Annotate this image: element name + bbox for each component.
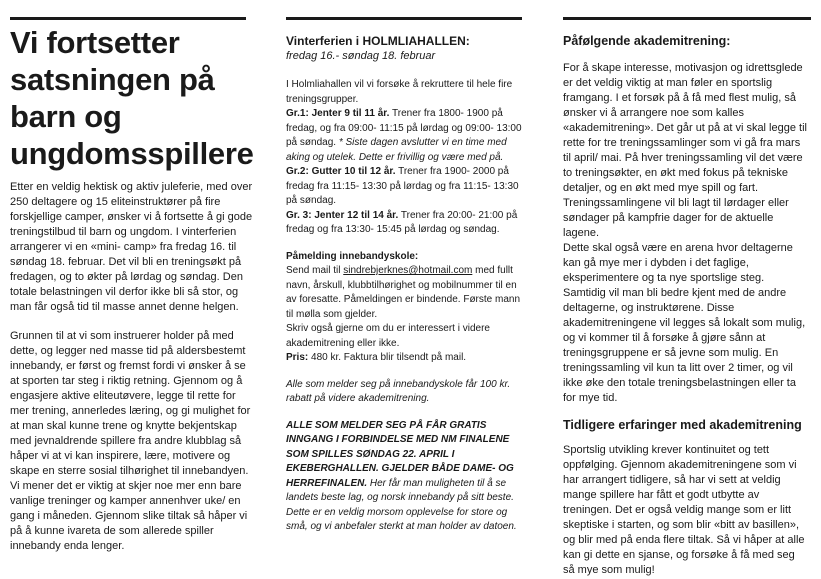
academy-paragraph-1: For å skape interesse, motivasjon og idrettsglede er det veldig viktig at man føler en sportslig framgang. I et forsøk på å få med flest mulig, så ønsker vi å arrangere noe som kalles «akademitrening». Det går ut på at vi skal legge til rette for tre treningssamlinger som vi gå fra mars til april/ mai. På hver treningssamling vil det være to treningsøkter, en økt med fokus på tekniske detaljer, og en økt med mye spill og fart. Treningssamlingene vil bli lagt til lørdager eller søndager på kampfrie dager for de aktuelle lagene. (563, 62, 807, 239)
winter-subtitle: fredag 16.- søndag 18. februar (286, 50, 436, 62)
column1-body (10, 180, 255, 568)
column2-body (286, 34, 524, 535)
experience-paragraph: Sportslig utvikling krever kontinuitet og tett oppfølging. Gjennom akademitreningene som vi har arrangert tidligere, så har vi sett at veldig mange spillere har fått et godt utbytte av treningen. Det er også veldig mange som er litt skeptiske i starten, og som blir «bitt av basillen», og blir med på enda flere tiltak. Så vi håper at alle kan gi dette en sjanse, og forsøke å få med seg så mye som mulig! (563, 444, 805, 576)
academy-paragraph-2: Dette skal også være en arena hvor deltagerne kan gå mye mer i dybden i det faglige, eksperimentere og ta nye sportslige steg. Samtidig vil man bli bedre kjent med de andre deltagerne, og instruktørene. Disse akademitreningene vil legges så lokalt som mulig, og vi kommer til å forsøke å gjøre sånn at treningsgruppene er så jevne som mulig. En treningssamling vil kun ta litt over 2 timer, og vil ikke øke den totale treningsbelastningen eller ta for mye tid. (563, 242, 806, 404)
experience-heading: Tidligere erfaringer med akademitrening (563, 418, 802, 432)
signup-text-start: Send mail til (286, 265, 344, 276)
winter-title: Vinterferien i HOLMLIAHALLEN: (286, 34, 470, 48)
paragraph-reason: Grunnen til at vi som instruerer holder på med dette, og legger ned masse tid på aldersbestemt innebandy, er først og fremst fordi vi ønsker å se at sporten tar steg i riktig retning. Gjennom og å engasjere aktive eliteutøvere, legge til rette for mer trening, annerledes læring, og gi mulighet for at man skal kunne trene og knytte bekjentskap med jevnaldrende spillere fra andre klubblag så håper vi at vi kan inspirere, lære, motivere og skape en sterre sosial tilhørighet til innebandyen. Vi mener det er viktig at skjer noe mer enn bare vanlige treninger og kamper annenhver uke/ en gang i måneden. Gjennom slike tiltak så håper vi på å kunne ivareta de som allerede spiller innebandy enda lenger. (10, 330, 251, 552)
price-line (286, 351, 524, 366)
signup-interest: Skriv også gjerne om du er interessert i videre akademitrening eller ikke. (286, 323, 490, 349)
column2-top-rule (286, 17, 522, 20)
signup-email-link[interactable]: sindrebjerknes@hotmail.com (343, 265, 473, 276)
column1-top-rule (10, 17, 246, 20)
group-2-text: Trener fra 1900- 2000 på fredag fra 11:15- 13:30 på lørdag og fra 11:15- 13:30 på søndag. (286, 166, 519, 206)
nm-final-note (286, 419, 524, 535)
signup-title: Påmelding innebandyskole: (286, 250, 419, 262)
discount-note: Alle som melder seg på innebandyskole får 100 kr. rabatt på videre akademitrening. (286, 378, 511, 404)
academy-heading: Påfølgende akademitrening: (563, 34, 731, 48)
nm-final-caps: ALLE SOM MELDER SEG PÅ FÅR GRATIS INNGANG I FORBINDELSE MED NM FINALENE SOM SPILLES SØNDAG 22. APRIL I EKEBERGHALLEN. GJELDER BÅDE DAME- OG HERREFINALEN. (286, 419, 514, 489)
group-1-note: * Siste dagen avslutter vi en time med aking og utelek. Dette er frivillig og være med på. (286, 137, 507, 163)
group-3-label: Gr. 3: Jenter 12 til 14 år. (286, 209, 399, 221)
group-3-text: Trener fra 20:00- 21:00 på fredag og fra 13:30- 15:45 på lørdag og søndag. (286, 209, 518, 235)
group-1-text: Trener fra 1800- 1900 på fredag, og fra 09:00- 11:15 på lørdag og 09:00- 13:00 på søndag. (286, 108, 522, 148)
price-text: 480 kr. Faktura blir tilsendt på mail. (308, 352, 467, 363)
signup-text (286, 264, 524, 322)
group-2 (286, 165, 524, 209)
group-2-label: Gr.2: Gutter 10 til 12 år. (286, 166, 396, 177)
signup-text-end: med fullt navn, årskull, klubbtilhørighet og mobilnummer til en av foresatte. Påmeldingen er bindende. Første mann til mølla som gjelder. (286, 265, 521, 320)
column3-body (563, 34, 808, 578)
winter-intro: I Holmliahallen vil vi forsøke å rekruttere til hele fire treningsgrupper. (286, 79, 513, 105)
price-label: Pris: (286, 352, 309, 363)
group-1 (286, 107, 524, 165)
column3-top-rule (563, 17, 811, 20)
nm-final-tail: Her får man muligheten til å se landets beste lag, og norsk innebandy på sitt beste. Dette er en veldig morsom opplevelse for store og små, og vi anbefaler sterkt at man holder av datoen. (286, 477, 517, 532)
group-1-label: Gr.1: Jenter 9 til 11 år. (286, 108, 390, 119)
paragraph-intro: Etter en veldig hektisk og aktiv juleferie, med over 250 deltagere og 15 eliteinstruktører på fire forskjellige camper, ønsker vi å fortsette å gi gode treningstilbud til barn og ungdom. I vinterferien arrangerer vi en «mini- camp» fra fredag 16. til søndag 18. februar. Det vil bli en treningsøkt på fredagen, og to økter på lørdag og søndag. Den totale belastningen vil derfor ikke bli så stor, og man får også tid til masse annet denne helgen. (10, 181, 253, 313)
group-3 (286, 209, 524, 238)
headline: Vi fortsetter satsningen på barn og ungdomsspillere (10, 25, 254, 171)
